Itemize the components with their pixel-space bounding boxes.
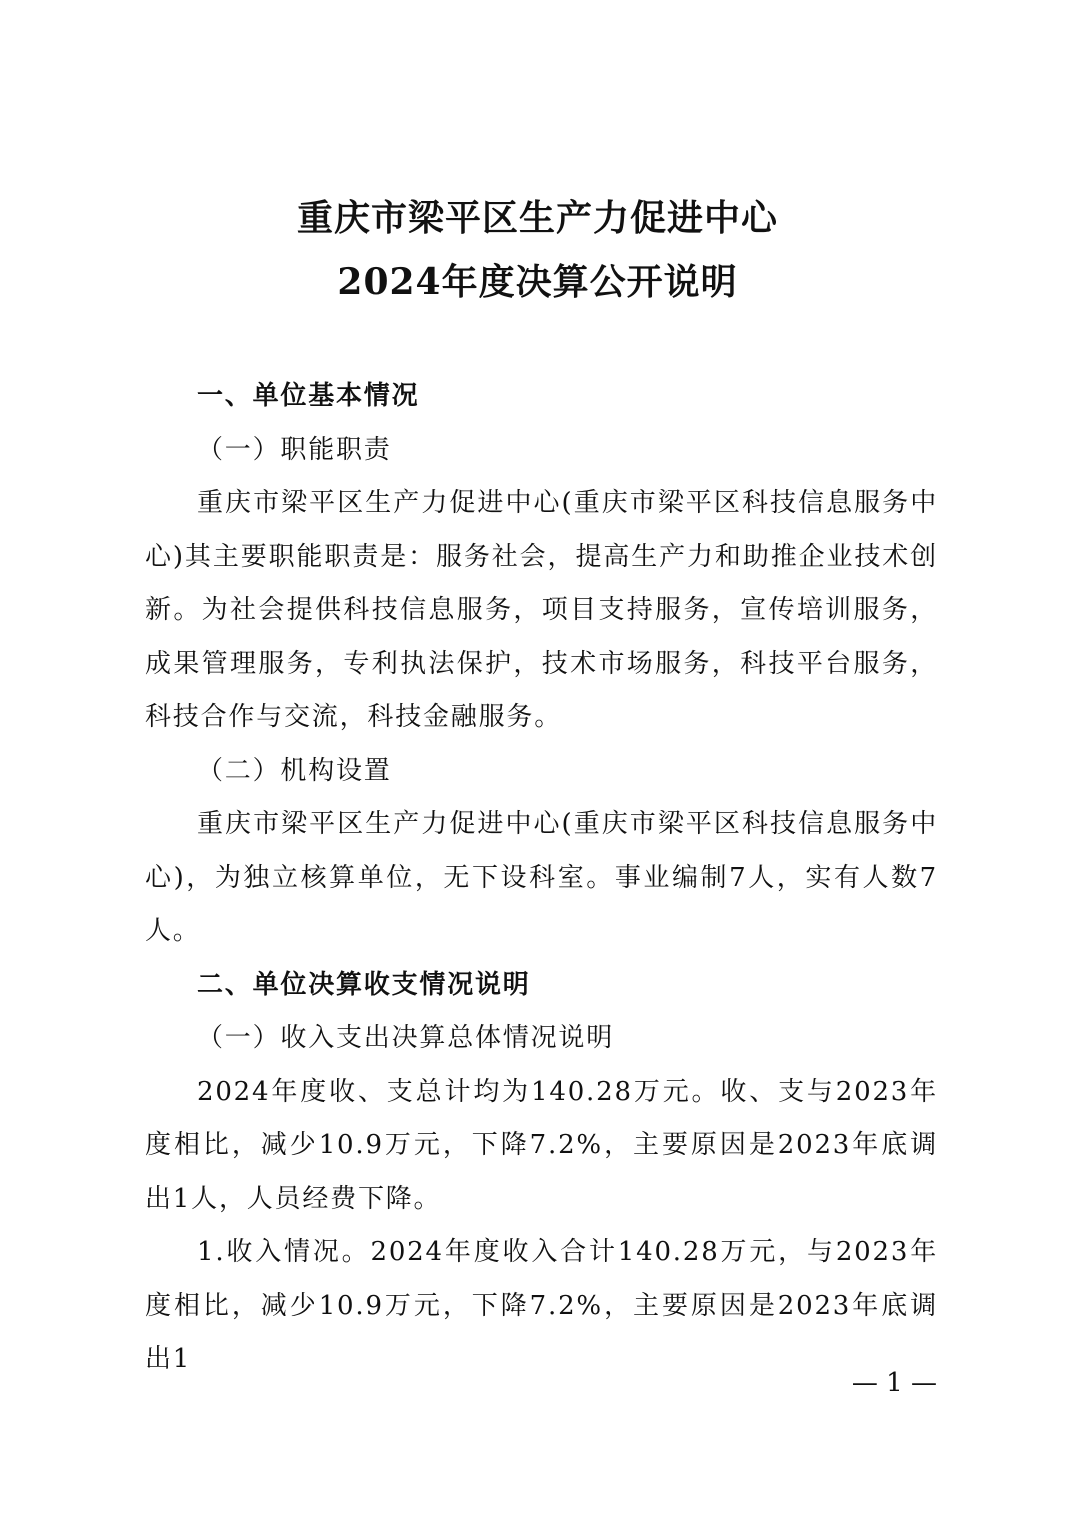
section-heading: 二、单位决算收支情况说明 (197, 969, 531, 1000)
paragraph: 2024年度收、支总计均为140.28万元。收、支与2023年度相比，减少10.9万元，下降7.2%，主要原因是2023年底调出1人，人员经费下降。 (145, 1076, 938, 1214)
document-body (145, 370, 938, 1387)
page-number: — 1 — (851, 1368, 937, 1398)
section-heading: 一、单位基本情况 (197, 381, 420, 411)
paragraph: 重庆市梁平区生产力促进中心(重庆市梁平区科技信息服务中心)其主要职能职责是：服务社会，提高生产力和助推企业技术创新。为社会提供科技信息服务，项目支持服务，宣传培训服务，成果管理服务，专利执法保护，技术市场服务，科技平台服务，科技合作与交流，科技金融服务。 (145, 488, 938, 732)
subsection-heading: （一）职能职责 (197, 434, 392, 465)
subsection-heading: （一）收入支出决算总体情况说明 (197, 1023, 615, 1053)
title-line-1: 重庆市梁平区生产力促进中心 (296, 197, 778, 239)
subsection-heading: （二）机构设置 (197, 755, 392, 786)
paragraph: 重庆市梁平区生产力促进中心(重庆市梁平区科技信息服务中心)，为独立核算单位，无下设科室。事业编制7人，实有人数7人。 (145, 809, 938, 946)
title-line-2: 2024年度决算公开说明 (337, 261, 738, 303)
document-title (0, 186, 1075, 314)
paragraph: 1.收入情况。2024年度收入合计140.28万元，与2023年度相比，减少10.9万元，下降7.2%，主要原因是2023年底调出1 (145, 1237, 938, 1374)
